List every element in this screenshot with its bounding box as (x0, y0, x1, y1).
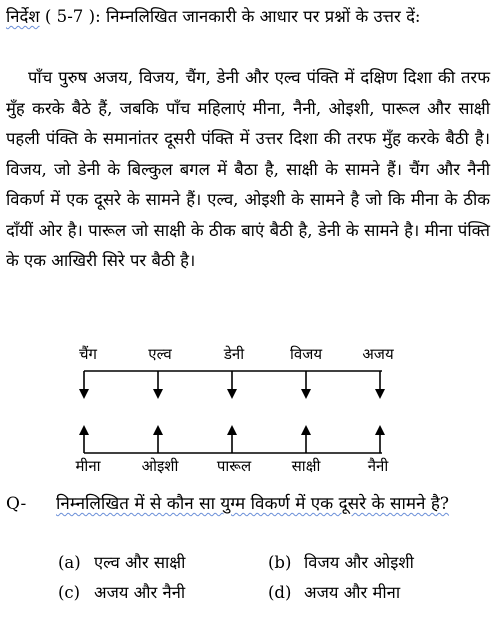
bottom-name: साक्षी (291, 457, 321, 475)
option-b[interactable] (268, 550, 414, 573)
bottom-name: पारूल (216, 457, 252, 475)
top-name: डेनी (223, 345, 245, 363)
directions-text: निम्नलिखित जानकारी के आधार पर प्रश्नों के उत्तर दें: (105, 7, 421, 26)
bottom-name: नैनी (367, 457, 389, 475)
option-d[interactable] (268, 580, 400, 603)
top-row-names (0, 344, 496, 368)
top-name: एल्व (148, 345, 172, 363)
directions-heading (6, 2, 490, 33)
directions-title: निर्देश (6, 7, 40, 26)
option-label: (b) (268, 553, 292, 572)
up-arrowhead (153, 425, 163, 435)
top-name: विजय (289, 345, 323, 363)
top-name: अजय (362, 345, 394, 363)
down-arrowhead (227, 389, 237, 399)
option-label: (a) (58, 553, 81, 572)
option-text: अजय और नैनी (94, 583, 186, 602)
down-arrowhead (153, 389, 163, 399)
down-arrowhead (375, 389, 385, 399)
up-arrowhead (79, 425, 89, 435)
option-text: विजय और ओइशी (304, 553, 414, 572)
bottom-name: ओइशी (141, 457, 179, 475)
up-arrowhead (227, 425, 237, 435)
puzzle-passage: पाँच पुरुष अजय, विजय, चैंग, डेनी और एल्व पंक्ति में दक्षिण दिशा की तरफ मुँह करके बैठे हैं, जबकि पाँच महिलाएं मीना, नैनी, ओइशी, पारूल और साक्षी पहली पंक्ति के समानांतर दूसरी पंक्ति में उत्तर दिशा की तरफ मुँह करके बैठी है। विजय, जो डेनी के बिल्कुल बगल में बैठा है, साक्षी के सामने हैं। चैंग और नैनी विकर्ण में एक दूसरे के सामने हैं। एल्व, ओइशी के सामने है जो कि मीना के ठीक दाँयीं ओर है। पारूल जो साक्षी के ठीक बाएं बैठी है, डेनी के सामने है। मीना पंक्ति के एक आखिरी सिरे पर बैठी है। (6, 68, 490, 270)
top-name: चैंग (79, 345, 97, 363)
option-a[interactable] (58, 550, 185, 573)
option-label: (c) (58, 583, 81, 602)
bottom-row-names (0, 456, 496, 480)
bottom-name: मीना (75, 457, 101, 475)
down-arrowhead (301, 389, 311, 399)
option-text: एल्व और साक्षी (94, 553, 186, 572)
down-arrowhead (79, 389, 89, 399)
option-label: (d) (268, 583, 292, 602)
up-arrowhead (301, 425, 311, 435)
option-text: अजय और मीना (304, 583, 401, 602)
question-label: Q- (6, 494, 27, 514)
option-c[interactable] (58, 580, 185, 603)
seating-diagram (0, 368, 496, 456)
question-text: निम्नलिखित में से कौन सा युग्म विकर्ण में एक दूसरे के सामने है? (56, 494, 450, 514)
up-arrowhead (375, 425, 385, 435)
question-range: ( 5-7 ): (44, 7, 101, 26)
